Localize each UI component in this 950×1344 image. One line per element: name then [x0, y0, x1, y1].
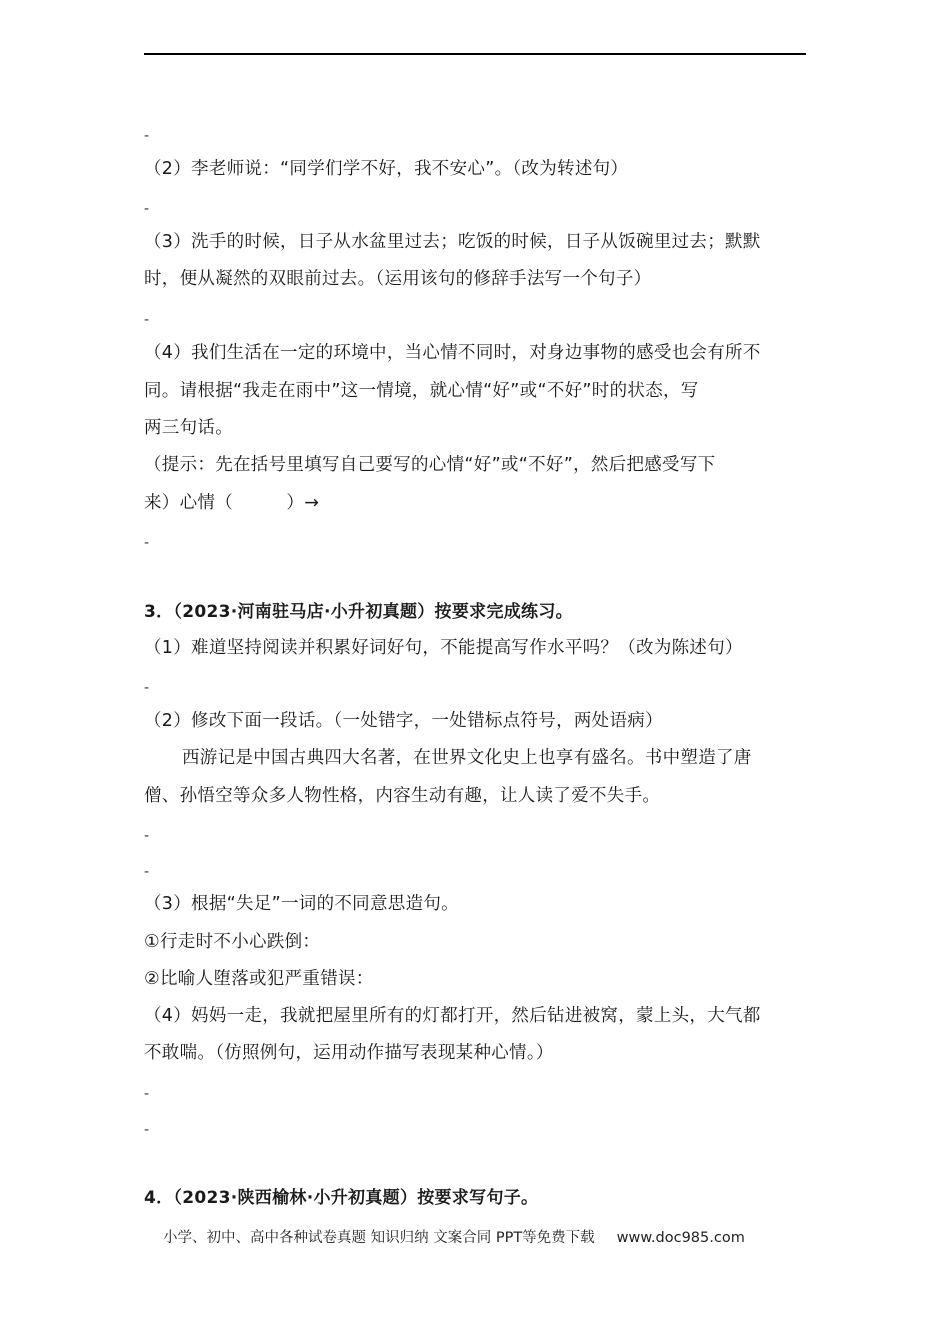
answer-blank: -: [144, 680, 150, 696]
q2-item3-line2: 时，便从凝然的双眼前过去。（运用该句的修辞手法写一个句子）: [144, 269, 652, 289]
q2-item4-line1: （4）我们生活在一定的环境中，当心情不同时，对身边事物的感受也会有所不: [144, 343, 761, 363]
q3-item4-line1: （4）妈妈一走，我就把屋里所有的灯都打开，然后钻进被窝，蒙上头，大气都: [144, 1006, 761, 1026]
footer: [163, 1226, 745, 1247]
answer-blank: -: [144, 828, 150, 844]
q3-item3: （3）根据“失足”一词的不同意思造句。: [144, 894, 459, 914]
q3-item2: （2）修改下面一段话。（一处错字，一处错标点符号，两处语病）: [144, 711, 663, 731]
answer-blank: -: [144, 535, 150, 551]
q2-hint-line1: （提示：先在括号里填写自己要写的心情“好”或“不好”，然后把感受写下: [144, 455, 716, 475]
answer-blank: -: [144, 201, 150, 217]
answer-blank: -: [144, 1086, 150, 1102]
answer-blank: -: [144, 1122, 150, 1138]
q3-item3-b: ②比喻人堕落或犯严重错误：: [144, 969, 374, 989]
q3-paragraph-line2: 僧、孙悟空等众多人物性格，内容生动有趣，让人读了爱不失手。: [144, 786, 661, 806]
q2-item2: （2）李老师说：“同学们学不好，我不安心”。（改为转述句）: [144, 159, 629, 179]
header-rule: [144, 53, 806, 55]
answer-blank: -: [144, 128, 150, 144]
answer-blank: -: [144, 864, 150, 880]
q2-item3-line1: （3）洗手的时候，日子从水盆里过去；吃饭的时候，日子从饭碗里过去；默默: [144, 232, 761, 252]
q3-item3-a: ①行走时不小心跌倒：: [144, 932, 321, 952]
q3-title: 3．（2023·河南驻马店·小升初真题）按要求完成练习。: [144, 602, 573, 622]
q3-item4-line2: 不敢喘。（仿照例句，运用动作描写表现某种心情。）: [144, 1043, 554, 1063]
q4-title: 4．（2023·陕西榆林·小升初真题）按要求写句子。: [144, 1188, 539, 1208]
q3-item1: （1）难道坚持阅读并积累好词好句，不能提高写作水平吗？（改为陈述句）: [144, 638, 743, 658]
footer-url[interactable]: www.doc985.com: [616, 1230, 745, 1246]
q2-item4-line3: 两三句话。: [144, 418, 233, 438]
q3-paragraph-line1: 西游记是中国古典四大名著，在世界文化史上也享有盛名。书中塑造了唐: [182, 748, 752, 768]
q2-item4-line2: 同。请根据“我走在雨中”这一情境，就心情“好”或“不好”时的状态，写: [144, 381, 699, 401]
answer-blank: -: [144, 312, 150, 328]
q2-hint-line2: 来）心情（ ）→: [144, 493, 320, 513]
footer-text: 小学、初中、高中各种试卷真题 知识归纳 文案合同 PPT等免费下载: [163, 1230, 595, 1246]
